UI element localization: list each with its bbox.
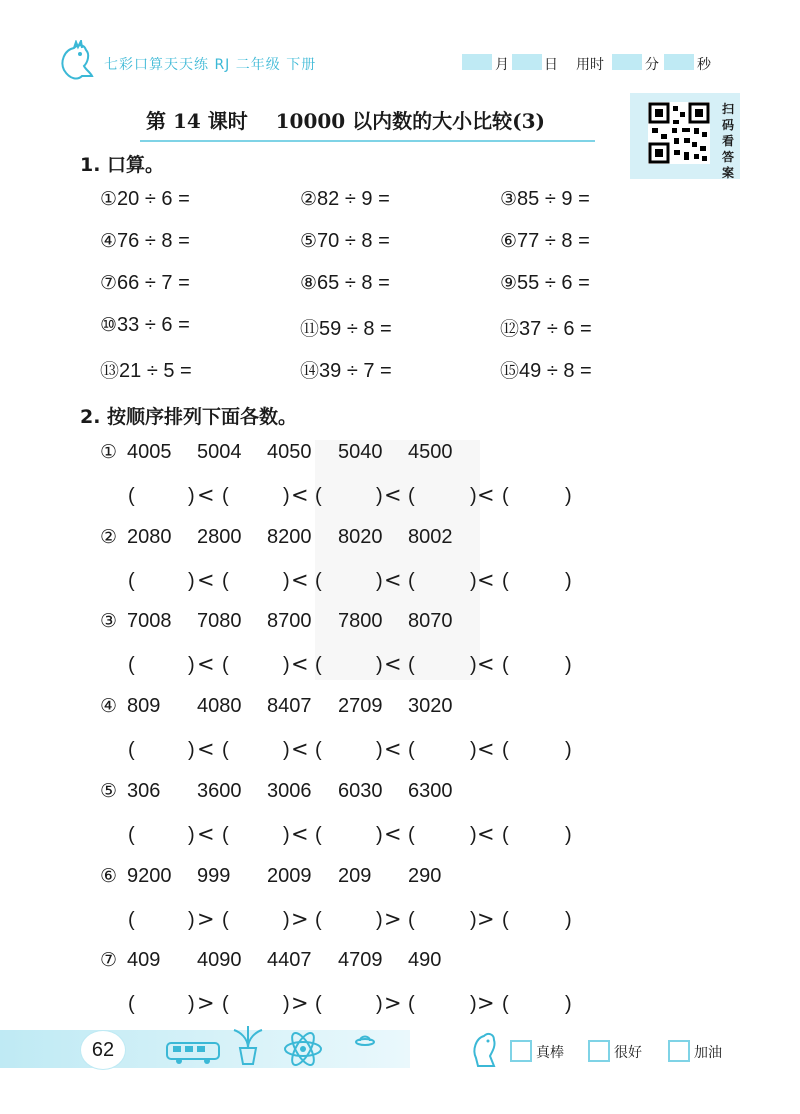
open-paren: ( bbox=[222, 739, 229, 762]
number-value: 4500 bbox=[408, 441, 453, 463]
close-paren: ) bbox=[283, 908, 290, 931]
answer-blank[interactable] bbox=[138, 739, 186, 763]
answer-blank[interactable] bbox=[232, 654, 281, 678]
number-value: 2709 bbox=[338, 695, 383, 718]
open-paren: ( bbox=[315, 993, 322, 1016]
number-value: 7008 bbox=[127, 610, 172, 633]
number-value: 8020 bbox=[338, 525, 383, 548]
answer-blank[interactable] bbox=[418, 993, 468, 1017]
open-paren: ( bbox=[502, 485, 509, 507]
number-value: 6030 bbox=[338, 779, 383, 802]
item-number: ② bbox=[300, 188, 318, 210]
open-paren: ( bbox=[128, 908, 135, 931]
month-label: 月 bbox=[495, 57, 509, 73]
answer-blank[interactable] bbox=[512, 993, 563, 1017]
close-paren: ) bbox=[376, 485, 383, 507]
oral-calc-item bbox=[100, 230, 190, 253]
close-paren: ) bbox=[188, 654, 195, 677]
answer-blank[interactable] bbox=[138, 654, 186, 678]
comparison-sign: < bbox=[477, 483, 495, 507]
calc-expression: 37 ÷ 6 = bbox=[519, 318, 592, 340]
day-label: 日 bbox=[544, 57, 558, 73]
calc-expression: 39 ÷ 7 = bbox=[319, 360, 392, 382]
answer-blank[interactable] bbox=[418, 654, 468, 678]
answer-blank[interactable] bbox=[232, 739, 281, 763]
answer-blank[interactable] bbox=[232, 993, 281, 1017]
row-number: ④ bbox=[100, 695, 118, 718]
calc-expression: 20 ÷ 6 = bbox=[117, 188, 190, 210]
answer-blank[interactable] bbox=[232, 909, 281, 933]
comparison-sign: < bbox=[197, 483, 215, 507]
comparison-sign: < bbox=[384, 821, 402, 846]
answer-blank[interactable] bbox=[512, 824, 563, 848]
number-value: 8200 bbox=[267, 525, 312, 548]
close-paren: ) bbox=[565, 908, 572, 931]
close-paren: ) bbox=[376, 739, 383, 762]
item-number: ④ bbox=[100, 230, 118, 252]
close-paren: ) bbox=[376, 908, 383, 931]
calc-expression: 55 ÷ 6 = bbox=[517, 272, 590, 294]
close-paren: ) bbox=[470, 485, 477, 507]
item-number: ⑫ bbox=[500, 318, 520, 340]
comparison-sign: < bbox=[291, 821, 309, 846]
oral-calc-item bbox=[500, 356, 592, 383]
oral-calc-item bbox=[500, 272, 590, 295]
close-paren: ) bbox=[283, 485, 290, 507]
answer-blank[interactable] bbox=[418, 485, 468, 509]
oral-calc-item bbox=[300, 188, 390, 211]
ufo-icon bbox=[355, 1032, 375, 1048]
close-paren: ) bbox=[470, 569, 477, 592]
comparison-sign: < bbox=[291, 483, 309, 507]
number-value: 306 bbox=[127, 779, 161, 802]
comparison-sign: < bbox=[477, 821, 495, 846]
answer-blank[interactable] bbox=[325, 654, 374, 678]
number-value: 5004 bbox=[197, 441, 242, 463]
rating-checkbox-keep-going[interactable] bbox=[668, 1040, 690, 1062]
close-paren: ) bbox=[376, 823, 383, 846]
number-value: 6300 bbox=[408, 779, 453, 802]
row-number: ② bbox=[100, 525, 118, 548]
seconds-label: 秒 bbox=[697, 57, 711, 73]
rating-label-keep-going: 加油 bbox=[694, 1045, 722, 1061]
close-paren: ) bbox=[283, 993, 290, 1016]
calc-expression: 76 ÷ 8 = bbox=[117, 230, 190, 252]
number-value: 4005 bbox=[127, 441, 172, 463]
close-paren: ) bbox=[376, 993, 383, 1016]
item-number: ③ bbox=[500, 188, 518, 210]
close-paren: ) bbox=[565, 993, 572, 1016]
qr-caption: 扫 码 看 答 案 bbox=[721, 102, 734, 180]
comparison-sign: < bbox=[384, 652, 402, 677]
comparison-sign: > bbox=[291, 991, 309, 1016]
close-paren: ) bbox=[188, 993, 195, 1016]
close-paren: ) bbox=[283, 823, 290, 846]
open-paren: ( bbox=[128, 739, 135, 762]
page-number: 62 bbox=[80, 1030, 126, 1070]
oral-calc-item bbox=[300, 272, 390, 295]
open-paren: ( bbox=[315, 823, 322, 846]
item-number: ⑧ bbox=[300, 272, 318, 294]
oral-calc-item bbox=[100, 314, 190, 337]
open-paren: ( bbox=[222, 823, 229, 846]
close-paren: ) bbox=[188, 485, 195, 507]
number-value: 809 bbox=[127, 695, 161, 718]
number-value: 4709 bbox=[338, 949, 383, 972]
minutes-field[interactable] bbox=[612, 54, 642, 70]
close-paren: ) bbox=[188, 569, 195, 592]
rating-checkbox-good[interactable] bbox=[588, 1040, 610, 1062]
comparison-sign: < bbox=[197, 821, 215, 846]
title-underline bbox=[140, 140, 595, 142]
open-paren: ( bbox=[315, 908, 322, 931]
open-paren: ( bbox=[408, 908, 415, 931]
calc-expression: 33 ÷ 6 = bbox=[117, 314, 190, 336]
close-paren: ) bbox=[188, 908, 195, 931]
number-value: 3006 bbox=[267, 779, 312, 802]
number-value: 3600 bbox=[197, 779, 242, 802]
answer-blank[interactable] bbox=[512, 654, 563, 678]
open-paren: ( bbox=[222, 993, 229, 1016]
open-paren: ( bbox=[408, 654, 415, 677]
answer-blank[interactable] bbox=[232, 570, 281, 594]
calc-expression: 77 ÷ 8 = bbox=[517, 230, 590, 252]
month-field[interactable] bbox=[462, 54, 492, 70]
open-paren: ( bbox=[408, 739, 415, 762]
background-watermark bbox=[315, 440, 480, 680]
number-value: 409 bbox=[127, 949, 161, 972]
number-value: 4407 bbox=[267, 949, 312, 972]
oral-calc-item bbox=[300, 356, 392, 383]
section-2-title: 2. 按顺序排列下面各数。 bbox=[80, 406, 298, 428]
time-used-label: 用时 bbox=[576, 57, 604, 73]
day-field[interactable] bbox=[512, 54, 542, 70]
item-number: ⑦ bbox=[100, 272, 118, 294]
row-number: ⑦ bbox=[100, 949, 118, 972]
number-value: 4090 bbox=[197, 949, 242, 972]
close-paren: ) bbox=[283, 569, 290, 592]
answer-blank[interactable] bbox=[138, 909, 186, 933]
comparison-sign: > bbox=[291, 906, 309, 931]
number-value: 2800 bbox=[197, 525, 242, 548]
answer-blank[interactable] bbox=[138, 485, 186, 509]
rooster-mascot-icon bbox=[470, 1028, 498, 1068]
close-paren: ) bbox=[470, 993, 477, 1016]
comparison-sign: < bbox=[197, 652, 215, 677]
close-paren: ) bbox=[188, 739, 195, 762]
number-value: 8700 bbox=[267, 610, 312, 633]
open-paren: ( bbox=[502, 569, 509, 592]
open-paren: ( bbox=[502, 654, 509, 677]
minutes-label: 分 bbox=[645, 57, 659, 73]
comparison-sign: < bbox=[477, 567, 495, 592]
row-number: ⑤ bbox=[100, 779, 118, 802]
number-value: 9200 bbox=[127, 864, 172, 887]
open-paren: ( bbox=[408, 993, 415, 1016]
answer-blank[interactable] bbox=[325, 739, 374, 763]
answer-blank[interactable] bbox=[512, 909, 563, 933]
number-value: 4050 bbox=[267, 441, 312, 463]
close-paren: ) bbox=[376, 654, 383, 677]
comparison-sign: > bbox=[197, 991, 215, 1016]
calc-expression: 82 ÷ 9 = bbox=[317, 188, 390, 210]
comparison-sign: > bbox=[197, 906, 215, 931]
open-paren: ( bbox=[128, 569, 135, 592]
answer-blank[interactable] bbox=[325, 824, 374, 848]
close-paren: ) bbox=[565, 485, 572, 507]
rating-label-great: 真棒 bbox=[536, 1045, 564, 1061]
comparison-sign: > bbox=[384, 991, 402, 1016]
answer-blank[interactable] bbox=[512, 570, 563, 594]
open-paren: ( bbox=[222, 569, 229, 592]
open-paren: ( bbox=[408, 569, 415, 592]
open-paren: ( bbox=[315, 485, 322, 507]
open-paren: ( bbox=[315, 739, 322, 762]
answer-blank[interactable] bbox=[232, 824, 281, 848]
comparison-sign: < bbox=[477, 737, 495, 762]
close-paren: ) bbox=[283, 654, 290, 677]
section-1-title: 1. 口算。 bbox=[80, 154, 165, 176]
close-paren: ) bbox=[565, 823, 572, 846]
lesson-title: 第 14 课时 10000 以内数的大小比较(3) bbox=[146, 109, 545, 133]
number-value: 7080 bbox=[197, 610, 242, 633]
item-number: ① bbox=[100, 188, 118, 210]
number-value: 7800 bbox=[338, 610, 383, 633]
close-paren: ) bbox=[188, 823, 195, 846]
answer-blank[interactable] bbox=[325, 570, 374, 594]
comparison-sign: > bbox=[384, 906, 402, 931]
comparison-sign: < bbox=[384, 483, 402, 507]
oral-calc-item bbox=[100, 272, 190, 295]
comparison-sign: < bbox=[477, 652, 495, 677]
comparison-sign: < bbox=[291, 567, 309, 592]
comparison-sign: > bbox=[477, 906, 495, 931]
number-value: 5040 bbox=[338, 441, 383, 463]
comparison-sign: < bbox=[384, 567, 402, 592]
answer-blank[interactable] bbox=[512, 739, 563, 763]
comparison-sign: < bbox=[197, 737, 215, 762]
item-number: ⑤ bbox=[300, 230, 318, 252]
item-number: ⑭ bbox=[300, 360, 320, 382]
answer-blank[interactable] bbox=[232, 485, 281, 509]
open-paren: ( bbox=[315, 654, 322, 677]
comparison-sign: < bbox=[384, 737, 402, 762]
close-paren: ) bbox=[470, 823, 477, 846]
row-number: ③ bbox=[100, 610, 118, 633]
seconds-field[interactable] bbox=[664, 54, 694, 70]
calc-expression: 85 ÷ 9 = bbox=[517, 188, 590, 210]
close-paren: ) bbox=[565, 569, 572, 592]
answer-blank[interactable] bbox=[325, 485, 374, 509]
item-number: ⑩ bbox=[100, 314, 118, 336]
number-value: 3020 bbox=[408, 695, 453, 718]
close-paren: ) bbox=[565, 654, 572, 677]
answer-blank[interactable] bbox=[138, 570, 186, 594]
series-title: 七彩口算天天练 RJ 二年级 下册 bbox=[104, 57, 317, 73]
row-number: ⑥ bbox=[100, 864, 118, 887]
oral-calc-item bbox=[100, 356, 192, 383]
number-value: 999 bbox=[197, 864, 231, 887]
number-value: 2080 bbox=[127, 525, 172, 548]
answer-blank[interactable] bbox=[138, 993, 186, 1017]
open-paren: ( bbox=[128, 993, 135, 1016]
close-paren: ) bbox=[376, 569, 383, 592]
close-paren: ) bbox=[565, 739, 572, 762]
oral-calc-item bbox=[300, 230, 390, 253]
open-paren: ( bbox=[502, 908, 509, 931]
number-value: 4080 bbox=[197, 695, 242, 718]
item-number: ⑬ bbox=[100, 360, 120, 382]
potted-plant-icon bbox=[228, 1022, 268, 1066]
bus-icon bbox=[165, 1040, 221, 1066]
close-paren: ) bbox=[470, 908, 477, 931]
close-paren: ) bbox=[470, 654, 477, 677]
close-paren: ) bbox=[283, 739, 290, 762]
answer-blank[interactable] bbox=[325, 993, 374, 1017]
calc-expression: 66 ÷ 7 = bbox=[117, 272, 190, 294]
open-paren: ( bbox=[408, 823, 415, 846]
oral-calc-item bbox=[500, 230, 590, 253]
row-number: ① bbox=[100, 441, 118, 463]
open-paren: ( bbox=[222, 908, 229, 931]
rating-label-good: 很好 bbox=[614, 1045, 642, 1061]
oral-calc-item bbox=[500, 188, 590, 211]
number-value: 8070 bbox=[408, 610, 453, 633]
oral-calc-item bbox=[100, 188, 190, 211]
number-value: 8407 bbox=[267, 695, 312, 718]
calc-expression: 65 ÷ 8 = bbox=[317, 272, 390, 294]
answer-blank[interactable] bbox=[325, 909, 374, 933]
comparison-sign: < bbox=[197, 567, 215, 592]
oral-calc-item bbox=[500, 314, 592, 341]
open-paren: ( bbox=[222, 485, 229, 507]
comparison-sign: < bbox=[291, 652, 309, 677]
calc-expression: 70 ÷ 8 = bbox=[317, 230, 390, 252]
answer-blank[interactable] bbox=[418, 824, 468, 848]
item-number: ⑥ bbox=[500, 230, 518, 252]
open-paren: ( bbox=[222, 654, 229, 677]
oral-calc-item bbox=[300, 314, 392, 341]
rooster-logo-icon bbox=[56, 40, 96, 82]
atom-icon bbox=[282, 1030, 324, 1068]
open-paren: ( bbox=[315, 569, 322, 592]
number-value: 490 bbox=[408, 949, 442, 972]
qr-code-icon[interactable] bbox=[648, 102, 710, 164]
item-number: ⑮ bbox=[500, 360, 520, 382]
number-value: 2009 bbox=[267, 864, 312, 887]
open-paren: ( bbox=[128, 485, 135, 507]
number-value: 209 bbox=[338, 864, 372, 887]
comparison-sign: > bbox=[477, 991, 495, 1016]
rating-checkbox-great[interactable] bbox=[510, 1040, 532, 1062]
open-paren: ( bbox=[502, 739, 509, 762]
close-paren: ) bbox=[470, 739, 477, 762]
item-number: ⑪ bbox=[300, 318, 320, 340]
open-paren: ( bbox=[502, 993, 509, 1016]
answer-blank[interactable] bbox=[418, 909, 468, 933]
calc-expression: 59 ÷ 8 = bbox=[319, 318, 392, 340]
number-value: 8002 bbox=[408, 525, 453, 548]
calc-expression: 21 ÷ 5 = bbox=[119, 360, 192, 382]
item-number: ⑨ bbox=[500, 272, 518, 294]
open-paren: ( bbox=[502, 823, 509, 846]
number-value: 290 bbox=[408, 864, 442, 887]
answer-blank[interactable] bbox=[418, 570, 468, 594]
answer-blank[interactable] bbox=[512, 485, 563, 509]
answer-blank[interactable] bbox=[418, 739, 468, 763]
calc-expression: 49 ÷ 8 = bbox=[519, 360, 592, 382]
open-paren: ( bbox=[128, 823, 135, 846]
comparison-sign: < bbox=[291, 737, 309, 762]
answer-blank[interactable] bbox=[138, 824, 186, 848]
open-paren: ( bbox=[128, 654, 135, 677]
open-paren: ( bbox=[408, 485, 415, 507]
